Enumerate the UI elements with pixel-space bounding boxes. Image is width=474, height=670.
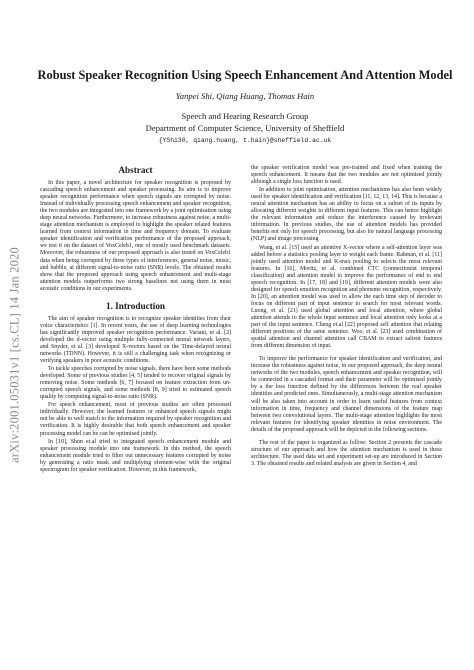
intro-paragraph: For speech enhancement, most of previous studies are often processed individually. However, the learned features or enhanced speech signals might not be able to well match to the information required by speaker recognition and verification. It is highly desirable that both speech enhancement and speaker processing model can be can be optimised jointly. [40,402,231,437]
body-paragraph: the speaker verification model was pre-trained and fixed when training the speech enhancement. It means that the two modules are not optimised jointly although a single loss function is used. [251,165,442,186]
body-paragraph: The rest of the paper is organized as follow: Section 2 presents the cascade structure of our approach and how the attention mechanism is used in these architecture. The used data set and experiment set-up are introduced in Section 3. The obtained results and related analysis are given in Section 4, and [251,439,442,467]
department: Department of Computer Science, University of Sheffield [145,122,345,133]
right-column [251,165,442,468]
arxiv-sidebar-stamp [8,190,22,520]
paper-authors: Yanpei Shi, Qiang Huang, Thomas Hain [175,91,315,101]
left-column [40,165,231,474]
introduction-heading: 1. Introduction [105,300,166,311]
abstract-heading: Abstract [118,165,153,175]
intro-paragraph: In [10], Shon et.al tried to integrated speech enhancement module and speaker processing module into one framework. In this method, the speech enhancement module tried to filter out unnecessary features corrupted by noise by generating a ratio mask and multiplying element-wise with the original spectrogram for speaker verification. However, in this framework, [40,438,231,473]
intro-paragraph: To tackle speeches corrupted by noise signals, there have been some methods developed. Some of previous studies [4, 5] tended to recover original signals by removing noise. Some methods [6, 7] focused on feature extraction from un-corrupted speech signals, and some methods [8, 9] tried to estimated speech quality by computing signal-to-noise ratio (SNR). [40,366,231,401]
intro-paragraph: The aim of speaker recognition is to recognize speaker identities from their voice characteristics [1]. In recent years, the use of deep learning technologies has significantly improved speaker recognition performance. Variani, et al. [2] developed the d-vector using multiple fully-connected neural network layers, and Snyder, et al. [3] developed X-vectors based on the Time-delayed neural networks (TDNN). However, it is still a challenging task when recognizing or verifying speakers in poor acoustic conditions. [40,315,231,365]
abstract-text: In this paper, a novel architecture for speaker recognition is proposed by cascading speech enhancement and speaker processing. Its aim is to improve speaker recognition performance when speech signals are corrupted by noise. Instead of individually processing speech enhancement and speaker recognition, the two modules are integrated into one framework by a joint optimisation using deep neural networks. Furthermore, to increase robustness against noise, a multi-stage attention mechanism is employed to highlight the speaker related features learned from context information in time and frequency domain. To evaluate speaker identification and verification performance of the proposed approach, we test it on the dataset of VoxCeleb1, one of mostly used benchmark datasets. Moreover, the robustness of our proposed approach is also tested on VoxCeleb1 data when being corrupted by three types of interferences, general noise, music, and babble, at different signal-to-noise ratio (SNR) levels. The obtained results show that the proposed approach using speech enhancement and multi-stage attention models outperforms two strong baselines not using them in most acoustic conditions in our experiments. [40,180,231,292]
affiliation [30,111,460,134]
body-paragraph: Wang, et al. [15] used an attentive X-vector where a self-attention layer was added before a statistics pooling layer to weight each frame. Rahman, et al. [11] jointly used attention model and K-max pooling to selects the most relevant features. In [16], Moritz, et al. combined CTC (connectionist temporal classification) and attention model to improve the performance of end to end speech recognition. In [17, 18] and [19], different attention models were also designed for speech emotion recognition and phoneme recognition, respectively. In [20], an attention model was used to allow the each time step of decoder to focus on different part of input sentence to search for most relevant words. Luong, et al. [21] used global attention and local attention, where global attention attends to the whole input sentence and local attention only looks at a part of the input sentence. Cheng et.al [22] proposed self attention that relating different positions of the same sentence. Woo, et al. [23] used combination of spatial attention and channel attention call CBAM to extract salient features from different dimension of input. [251,244,442,350]
body-paragraph: To improve the performance for speaker identification and verification, and increase the robustness against noise, in our proposed approach, the deep neural networks of the two modules, speech enhancement and speaker recognition, will be connected in a cascaded format and their parameter will be optimised jointly by a the loss function defined by the differences between the real speaker identities and predicted ones. Simultaneously, a multi-stage attention mechanism will be also taken into account in order to learn useful features from context information in time, frequency and channel dimensions of the feature map between two convolutional layers. The multi-stage attention highlights the most relevant features for identifying speaker identities in noise environment. The details of the proposed approach will be depicted in the following sections. [251,356,442,433]
research-group: Speech and Hearing Research Group [181,111,309,121]
body-paragraph: In addition to joint optimisation, attention mechanisms has also been widely used for speaker identification and verification [11, 12, 13, 14]. This is because a neural attention mechanism has an ability to focus on a subset of its inputs by allocating different weights to different input features. This can hence highlight the relevant information and reduce the interference caused by irrelevant information. In previous studies, the use of attention models has provided benefits not only for speech processing, but also for natural language processing (NLP) and image processing [251,187,442,243]
author-emails: {YShi30, qiang.huang, t.hain}@sheffield.ac.uk [158,137,332,144]
paper-title: Robust Speaker Recognition Using Speech Enhancement And Attention Model [37,68,453,82]
arxiv-id: arXiv:2001.05031v1 [cs.CL] 14 Jan 2020 [7,247,22,463]
